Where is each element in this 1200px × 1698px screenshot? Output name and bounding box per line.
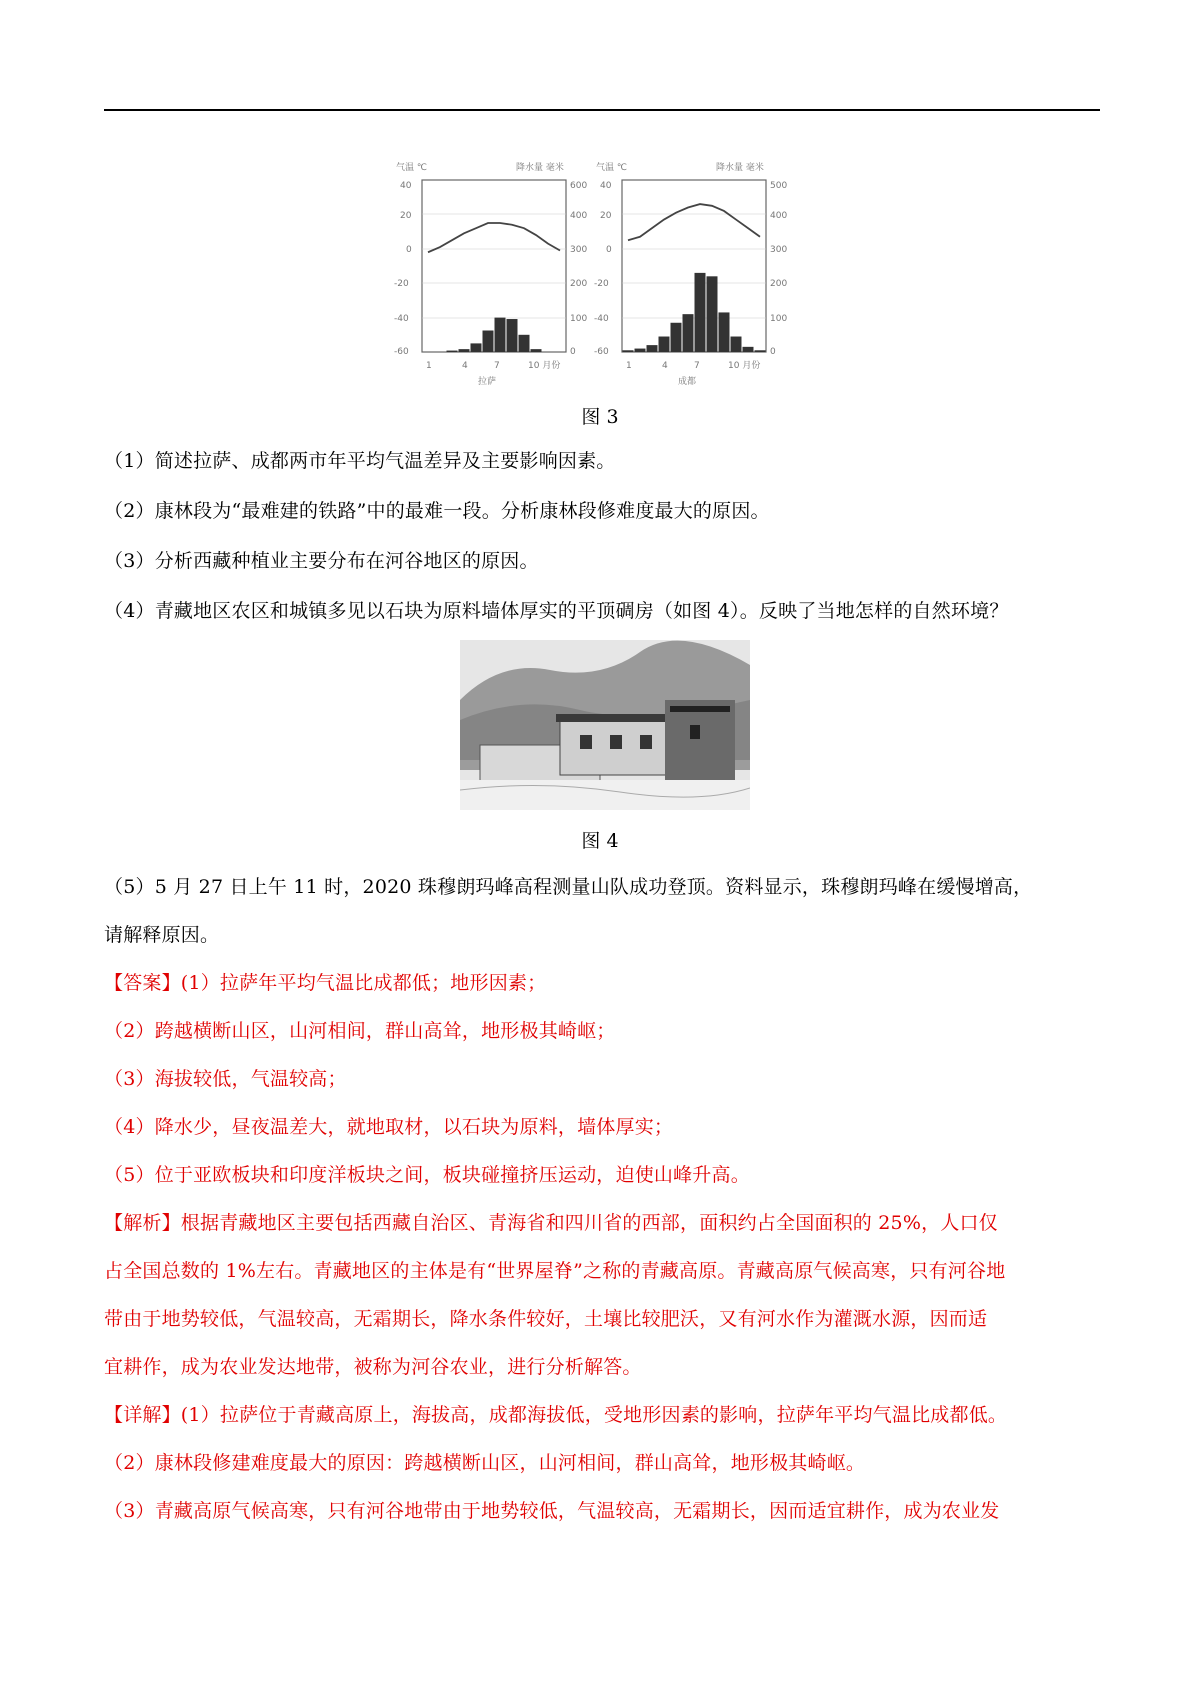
question-5-line-1: （5）5 月 27 日上午 11 时，2020 珠穆朗玛峰高程测量山队成功登顶。资料显示，珠穆朗玛峰在缓慢增高， xyxy=(104,876,1033,898)
question-1: （1）简述拉萨、成都两市年平均气温差异及主要影响因素。 xyxy=(104,450,616,472)
svg-text:400: 400 xyxy=(770,211,788,221)
svg-text:0: 0 xyxy=(406,245,412,255)
precip-bar xyxy=(683,314,694,352)
svg-text:0: 0 xyxy=(606,245,612,255)
precip-bar xyxy=(659,337,670,352)
svg-text:-40: -40 xyxy=(394,314,409,324)
precip-bar xyxy=(447,351,458,352)
climate-chart-chengdu xyxy=(594,161,787,387)
precip-bar xyxy=(707,276,718,352)
figure-3-caption: 图 3 xyxy=(581,406,619,428)
precip-bar xyxy=(755,350,766,352)
svg-text:成都: 成都 xyxy=(678,377,697,387)
svg-text:气温 ℃: 气温 ℃ xyxy=(596,163,627,173)
precip-bar xyxy=(695,273,706,352)
precip-bar xyxy=(671,323,682,352)
question-3: （3）分析西藏种植业主要分布在河谷地区的原因。 xyxy=(104,550,539,572)
svg-text:400: 400 xyxy=(570,211,588,221)
svg-text:100: 100 xyxy=(570,314,588,324)
precip-bar xyxy=(731,337,742,352)
analysis-line-3: 带由于地势较低，气温较高，无霜期长，降水条件较好，土壤比较肥沃，又有河水作为灌溉水源，因而适 xyxy=(104,1308,988,1330)
svg-text:7: 7 xyxy=(694,361,700,371)
question-4: （4）青藏地区农区和城镇多见以石块为原料墙体厚实的平顶碉房（如图 4）。反映了当地怎样的自然环境？ xyxy=(104,600,1009,622)
svg-text:-40: -40 xyxy=(594,314,609,324)
svg-text:1: 1 xyxy=(626,361,632,371)
svg-text:降水量 毫米: 降水量 毫米 xyxy=(716,163,764,173)
svg-text:20: 20 xyxy=(400,211,412,221)
precip-bar xyxy=(471,343,482,352)
precip-bar xyxy=(743,347,754,352)
svg-text:200: 200 xyxy=(570,279,588,289)
precip-bar xyxy=(623,350,634,352)
precip-bar xyxy=(719,312,730,352)
figure-4-photo-stone-houses xyxy=(460,640,750,810)
detail-line-3: （3）青藏高原气候高寒，只有河谷地带由于地势较低，气温较高，无霜期长，因而适宜耕作，成为农业发 xyxy=(104,1500,1000,1522)
precip-bar xyxy=(507,319,518,352)
svg-text:7: 7 xyxy=(494,361,500,371)
svg-text:10 月份: 10 月份 xyxy=(728,361,761,371)
svg-text:200: 200 xyxy=(770,279,788,289)
svg-text:100: 100 xyxy=(770,314,788,324)
question-5-line-2: 请解释原因。 xyxy=(104,924,220,946)
svg-text:300: 300 xyxy=(570,245,588,255)
svg-text:600: 600 xyxy=(570,181,588,191)
detail-line-2: （2）康林段修建难度最大的原因：跨越横断山区，山河相间，群山高耸，地形极其崎岖。 xyxy=(104,1452,866,1474)
precip-bar xyxy=(635,349,646,352)
svg-text:-20: -20 xyxy=(394,279,409,289)
header-rule xyxy=(104,109,1100,111)
svg-text:降水量 毫米: 降水量 毫米 xyxy=(516,163,564,173)
svg-text:10 月份: 10 月份 xyxy=(528,361,561,371)
climate-chart-lhasa xyxy=(394,161,587,387)
svg-text:-60: -60 xyxy=(394,347,409,357)
svg-text:300: 300 xyxy=(770,245,788,255)
svg-text:-60: -60 xyxy=(594,347,609,357)
detail-line-1: 【详解】(1）拉萨位于青藏高原上，海拔高，成都海拔低，受地形因素的影响，拉萨年平均气温比成都低。 xyxy=(104,1404,1008,1426)
svg-text:0: 0 xyxy=(570,347,576,357)
svg-text:-20: -20 xyxy=(594,279,609,289)
precip-bar xyxy=(531,349,542,352)
svg-text:40: 40 xyxy=(600,181,612,191)
figure-3-climate-charts xyxy=(394,158,799,396)
svg-text:20: 20 xyxy=(600,211,612,221)
svg-text:4: 4 xyxy=(662,361,668,371)
question-2: （2）康林段为“最难建的铁路”中的最难一段。分析康林段修难度最大的原因。 xyxy=(104,500,770,522)
answer-line-2: （2）跨越横断山区，山河相间，群山高耸，地形极其崎岖； xyxy=(104,1020,616,1042)
precip-bar xyxy=(647,345,658,352)
precip-bar xyxy=(519,335,530,352)
svg-text:40: 40 xyxy=(400,181,412,191)
answer-line-4: （4）降水少，昼夜温差大，就地取材，以石块为原料，墙体厚实； xyxy=(104,1116,674,1138)
analysis-line-4: 宜耕作，成为农业发达地带，被称为河谷农业，进行分析解答。 xyxy=(104,1356,642,1378)
analysis-line-2: 占全国总数的 1%左右。青藏地区的主体是有“世界屋脊”之称的青藏高原。青藏高原气候高寒，只有河谷地 xyxy=(104,1260,1006,1282)
svg-text:气温 ℃: 气温 ℃ xyxy=(396,163,427,173)
figure-4-caption: 图 4 xyxy=(581,830,619,852)
answer-line-1: 【答案】(1）拉萨年平均气温比成都低；地形因素； xyxy=(104,972,547,994)
precip-bar xyxy=(483,331,494,353)
precip-bar xyxy=(495,318,506,352)
svg-text:1: 1 xyxy=(426,361,432,371)
svg-text:500: 500 xyxy=(770,181,788,191)
analysis-line-1: 【解析】根据青藏地区主要包括西藏自治区、青海省和四川省的西部，面积约占全国面积的 25%，人口仅 xyxy=(104,1212,998,1234)
answer-line-3: （3）海拔较低，气温较高； xyxy=(104,1068,347,1090)
precip-bar xyxy=(459,349,470,352)
svg-text:0: 0 xyxy=(770,347,776,357)
answer-line-5: （5）位于亚欧板块和印度洋板块之间，板块碰撞挤压运动，迫使山峰升高。 xyxy=(104,1164,750,1186)
svg-text:拉萨: 拉萨 xyxy=(478,377,497,387)
svg-text:4: 4 xyxy=(462,361,468,371)
